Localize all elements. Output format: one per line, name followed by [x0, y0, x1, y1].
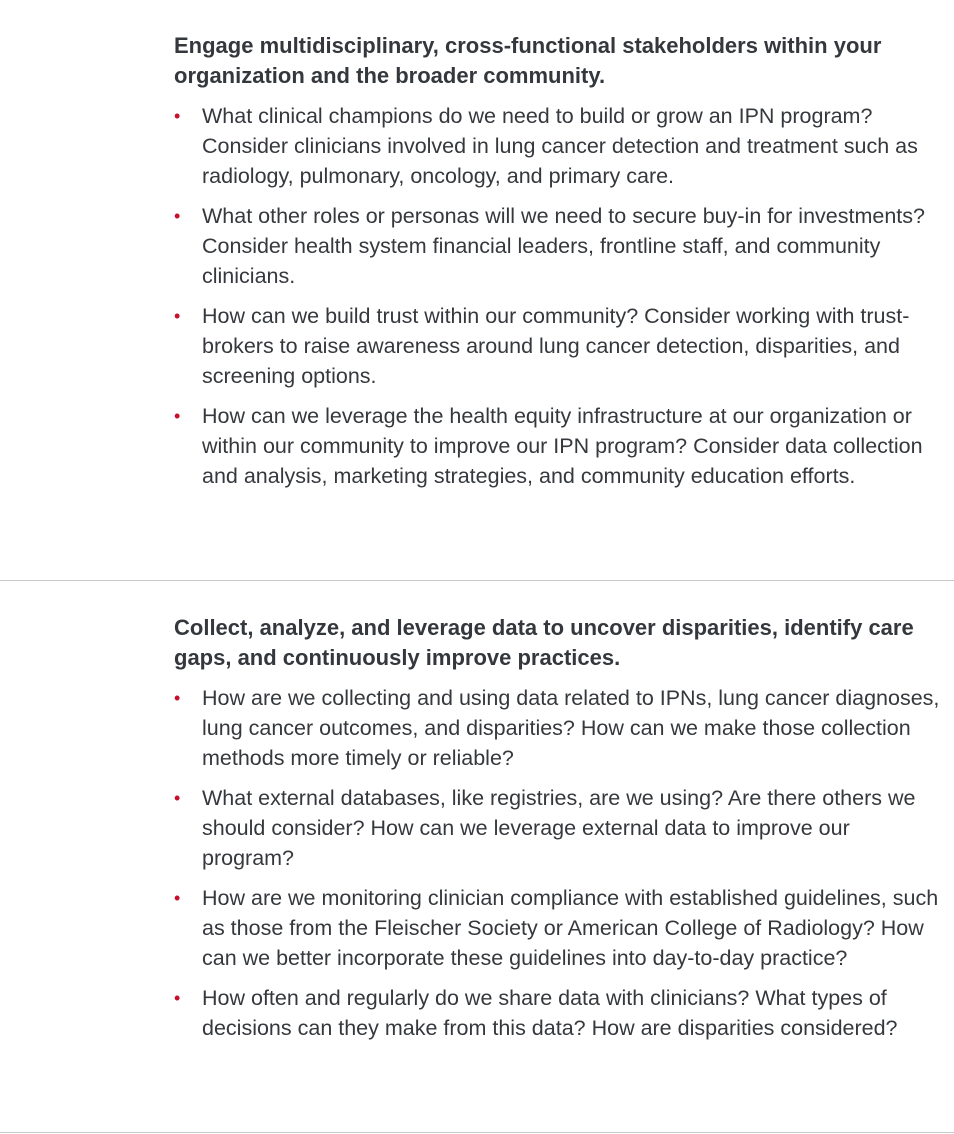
- list-item: [174, 883, 944, 973]
- list-item-text: How can we build trust within our community? Consider working with trust-brokers to raise awareness around lung cancer detection, disparities, and screening options.: [202, 304, 910, 388]
- list-item: [174, 783, 944, 873]
- list-item-text: What clinical champions do we need to build or grow an IPN program? Consider clinicians involved in lung cancer detection and treatment such as radiology, pulmonary, oncology, and primary care.: [202, 104, 918, 188]
- list-item-text: How can we leverage the health equity infrastructure at our organization or within our community to improve our IPN program? Consider data collection and analysis, marketing strategies, and community education efforts.: [202, 404, 923, 488]
- list-item-text: What other roles or personas will we need to secure buy-in for investments? Consider health system financial leaders, frontline staff, and community clinicians.: [202, 204, 925, 288]
- bullet-dot-icon: •: [174, 406, 181, 426]
- bullet-list: [174, 101, 944, 501]
- list-item: [174, 101, 944, 191]
- bullet-dot-icon: •: [174, 688, 181, 708]
- bullet-dot-icon: •: [174, 788, 181, 808]
- bullet-list: [174, 683, 944, 1053]
- bullet-dot-icon: •: [174, 106, 181, 126]
- bullet-dot-icon: •: [174, 306, 181, 326]
- section-heading: Collect, analyze, and leverage data to uncover disparities, identify care gaps, and continuously improve practices.: [174, 615, 914, 670]
- list-item-text: What external databases, like registries, are we using? Are there others we should consider? How can we leverage external data to improve our program?: [202, 786, 916, 870]
- bullet-dot-icon: •: [174, 888, 181, 908]
- list-item: [174, 401, 944, 491]
- list-item: [174, 301, 944, 391]
- list-item: [174, 683, 944, 773]
- bullet-dot-icon: •: [174, 206, 181, 226]
- list-item-text: How often and regularly do we share data with clinicians? What types of decisions can they make from this data? How are disparities considered?: [202, 986, 898, 1040]
- list-item: [174, 983, 944, 1043]
- list-item-text: How are we monitoring clinician compliance with established guidelines, such as those from the Fleischer Society or American College of Radiology? How can we better incorporate these guidelines into day-to-day practice?: [202, 886, 939, 970]
- list-item: [174, 201, 944, 291]
- section-divider: [0, 1132, 954, 1133]
- list-item-text: How are we collecting and using data related to IPNs, lung cancer diagnoses, lung cancer outcomes, and disparities? How can we make those collection methods more timely or reliable?: [202, 686, 940, 770]
- section-divider: [0, 580, 954, 581]
- section-heading: Engage multidisciplinary, cross-functional stakeholders within your organization and the broader community.: [174, 33, 882, 88]
- bullet-dot-icon: •: [174, 988, 181, 1008]
